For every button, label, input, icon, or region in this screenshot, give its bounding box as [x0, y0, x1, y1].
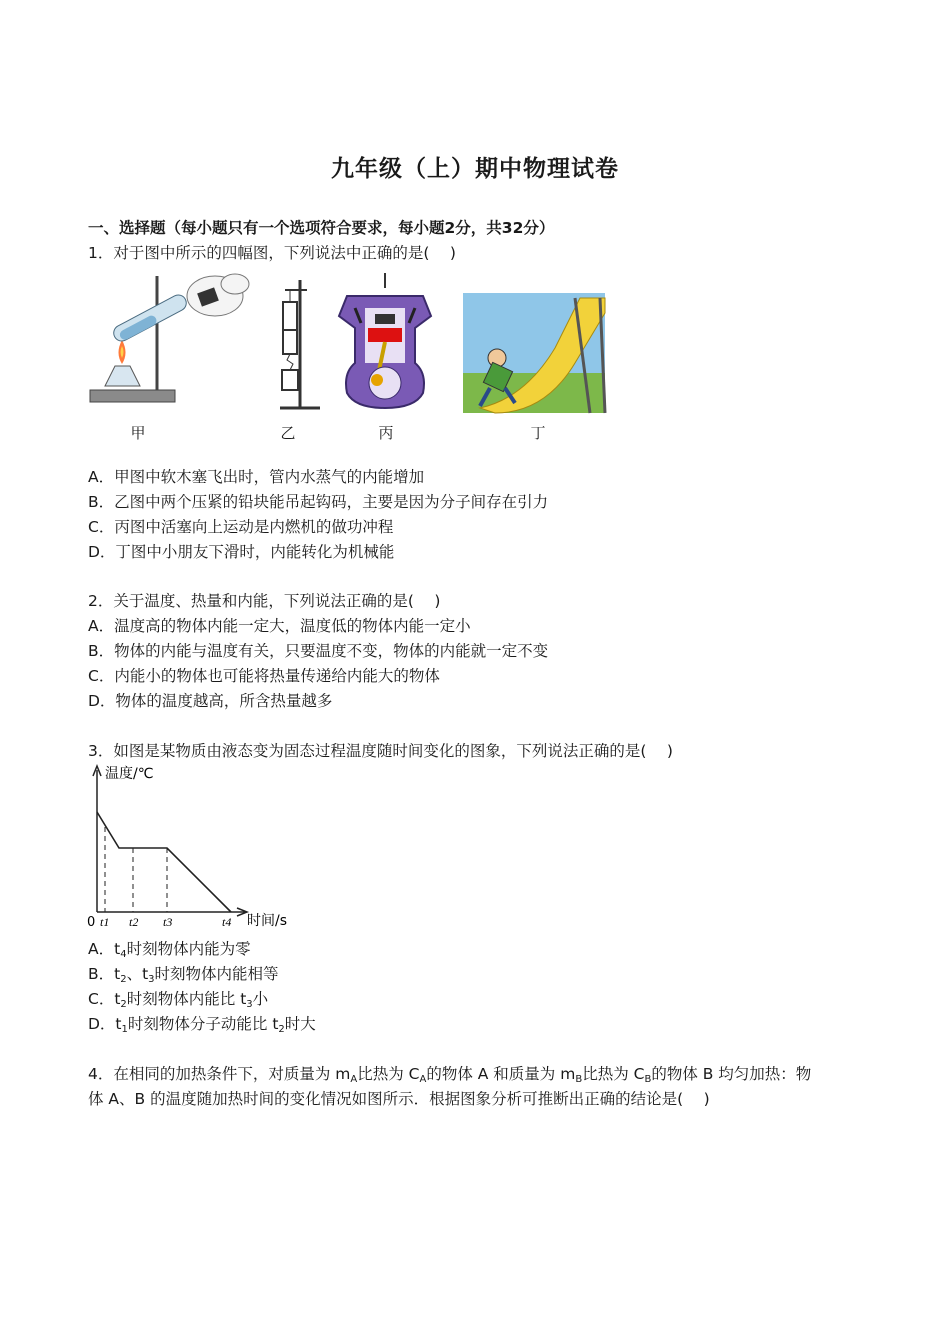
- question-3-temperature-graph: [85, 762, 305, 932]
- question-3-option-b: B．$t_2$、$t_3$时刻物体内能相等: [88, 965, 279, 985]
- figure-caption-jia: 甲: [130, 424, 146, 442]
- graph-curve: [97, 812, 231, 912]
- question-4-stem-line-2: 体 A、B 的温度随加热时间的变化情况如图所示．根据图象分析可推断出正确的结论是( ): [88, 1090, 710, 1108]
- graph-y-label: 温度/℃: [105, 766, 154, 782]
- figure-caption-yi: 乙: [280, 424, 296, 442]
- figure-caption-ding: 丁: [530, 424, 546, 442]
- question-4-stem-line-1: 4．在相同的加热条件下，对质量为 $m_A$比热为 $C_A$的物体 A 和质量为 $m_B$比热为 $C_B$的物体 B 均匀加热：物: [88, 1065, 812, 1085]
- question-3-stem: 3．如图是某物质由液态变为固态过程温度随时间变化的图象，下列说法正确的是( ): [88, 742, 673, 760]
- figure-yi-lead-blocks-illustration: [280, 280, 320, 408]
- graph-tick-t1: t1: [100, 915, 110, 929]
- graph-tick-t4: t4: [222, 915, 232, 929]
- question-2-option-a: A．温度高的物体内能一定大，温度低的物体内能一定小: [88, 617, 471, 635]
- graph-x-label: 时间/s: [247, 913, 288, 929]
- question-3-option-c: C．$t_2$时刻物体内能比 $t_3$小: [88, 990, 269, 1010]
- question-1-option-c: C．丙图中活塞向上运动是内燃机的做功冲程: [88, 518, 394, 536]
- graph-tick-t2: t2: [129, 915, 139, 929]
- question-3-option-d: D．$t_1$时刻物体分子动能比 $t_2$时大: [88, 1015, 316, 1035]
- question-1-option-a: A．甲图中软木塞飞出时，管内水蒸气的内能增加: [88, 468, 425, 486]
- question-1-stem: 1．对于图中所示的四幅图，下列说法中正确的是( ): [88, 244, 456, 262]
- question-2-option-d: D．物体的温度越高，所含热量越多: [88, 692, 333, 710]
- question-1-figures: [85, 268, 615, 418]
- figure-jia-test-tube-illustration: [90, 274, 249, 402]
- question-2-option-c: C．内能小的物体也可能将热量传递给内能大的物体: [88, 667, 440, 685]
- question-1-option-d: D．丁图中小朋友下滑时，内能转化为机械能: [88, 543, 395, 561]
- graph-tick-t3: t3: [163, 915, 173, 929]
- question-2-stem: 2．关于温度、热量和内能，下列说法正确的是( ): [88, 592, 441, 610]
- figure-ding-slide-illustration: [463, 293, 605, 413]
- graph-origin-label: 0: [87, 915, 96, 930]
- question-3-option-a: A．$t_4$时刻物体内能为零: [88, 940, 251, 960]
- section-heading: 一、选择题（每小题只有一个选项符合要求，每小题2分，共32分）: [88, 219, 555, 237]
- page-title: 九年级（上）期中物理试卷: [331, 156, 619, 182]
- figure-caption-bing: 丙: [378, 424, 394, 442]
- figure-bing-engine-illustration: [339, 273, 431, 408]
- question-1-option-b: B．乙图中两个压紧的铅块能吊起钩码，主要是因为分子间存在引力: [88, 493, 549, 511]
- question-2-option-b: B．物体的内能与温度有关，只要温度不变，物体的内能就一定不变: [88, 642, 549, 660]
